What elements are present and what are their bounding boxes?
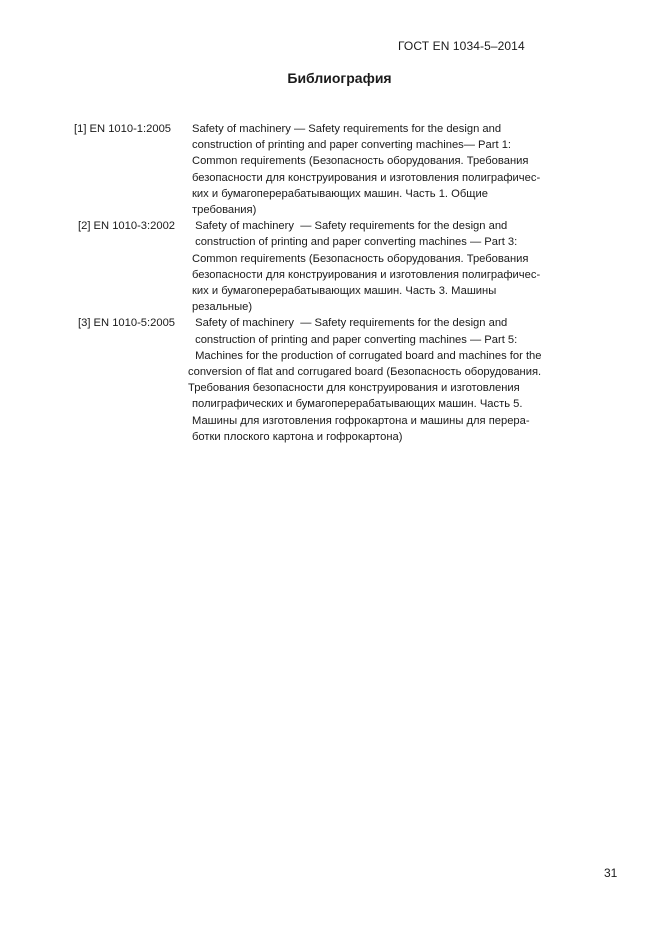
entry-line: безопасности для конструирования и изготовления полиграфичес- xyxy=(192,268,541,281)
entry-reference: [1] EN 1010-1:2005 xyxy=(74,123,172,135)
entry-line: Common requirements (Безопасность оборудования. Требования xyxy=(192,252,529,265)
bibliography-entry xyxy=(0,121,661,218)
entry-line: ких и бумагоперерабатывающих машин. Часть 1. Общие xyxy=(192,187,488,200)
entry-line: construction of printing and paper converting machines — Part 5: xyxy=(192,333,518,346)
entry-line: Машины для изготовления гофрокартона и машины для перера- xyxy=(192,414,530,427)
entry-reference: [2] EN 1010-3:2002 xyxy=(78,220,176,233)
entry-reference: [3] EN 1010-5:2005 xyxy=(78,317,176,330)
entry-description xyxy=(192,218,584,315)
entry-line: Требования безопасности для конструирования и изготовления xyxy=(188,382,520,395)
entry-line: Safety of machinery — Safety requirements for the design and xyxy=(192,123,502,135)
entry-line: Safety of machinery — Safety requirements for the design and xyxy=(192,220,508,233)
entry-line: безопасности для конструирования и изготовления полиграфичес- xyxy=(192,171,541,184)
entry-description xyxy=(192,121,584,218)
entry-line: резальные) xyxy=(192,301,253,314)
page-title: Библиография xyxy=(287,70,392,86)
bibliography-entry xyxy=(0,315,661,445)
entry-line: Common requirements (Безопасность оборудования. Требования xyxy=(192,155,529,168)
entry-line: ботки плоского картона и гофрокартона) xyxy=(192,430,403,443)
entry-line: ких и бумагоперерабатывающих машин. Часть 3. Машины xyxy=(192,285,497,298)
entry-line: полиграфических и бумагоперерабатывающих машин. Часть 5. xyxy=(192,398,523,411)
page-number: 31 xyxy=(604,866,618,880)
entry-line: construction of printing and paper converting machines— Part 1: xyxy=(192,139,512,152)
bibliography-entry xyxy=(0,218,661,315)
entry-line: требования) xyxy=(192,204,257,217)
entry-line: Machines for the production of corrugated board and machines for the xyxy=(192,349,542,362)
entry-line: conversion of flat and corrugared board (Безопасность оборудования. xyxy=(188,366,542,379)
entry-line: Safety of machinery — Safety requirements for the design and xyxy=(192,317,508,330)
entry-description xyxy=(188,315,584,445)
bibliography-list xyxy=(0,121,661,445)
document-code: ГОСТ EN 1034-5–2014 xyxy=(398,39,525,53)
entry-line: construction of printing and paper converting machines — Part 3: xyxy=(192,236,518,249)
